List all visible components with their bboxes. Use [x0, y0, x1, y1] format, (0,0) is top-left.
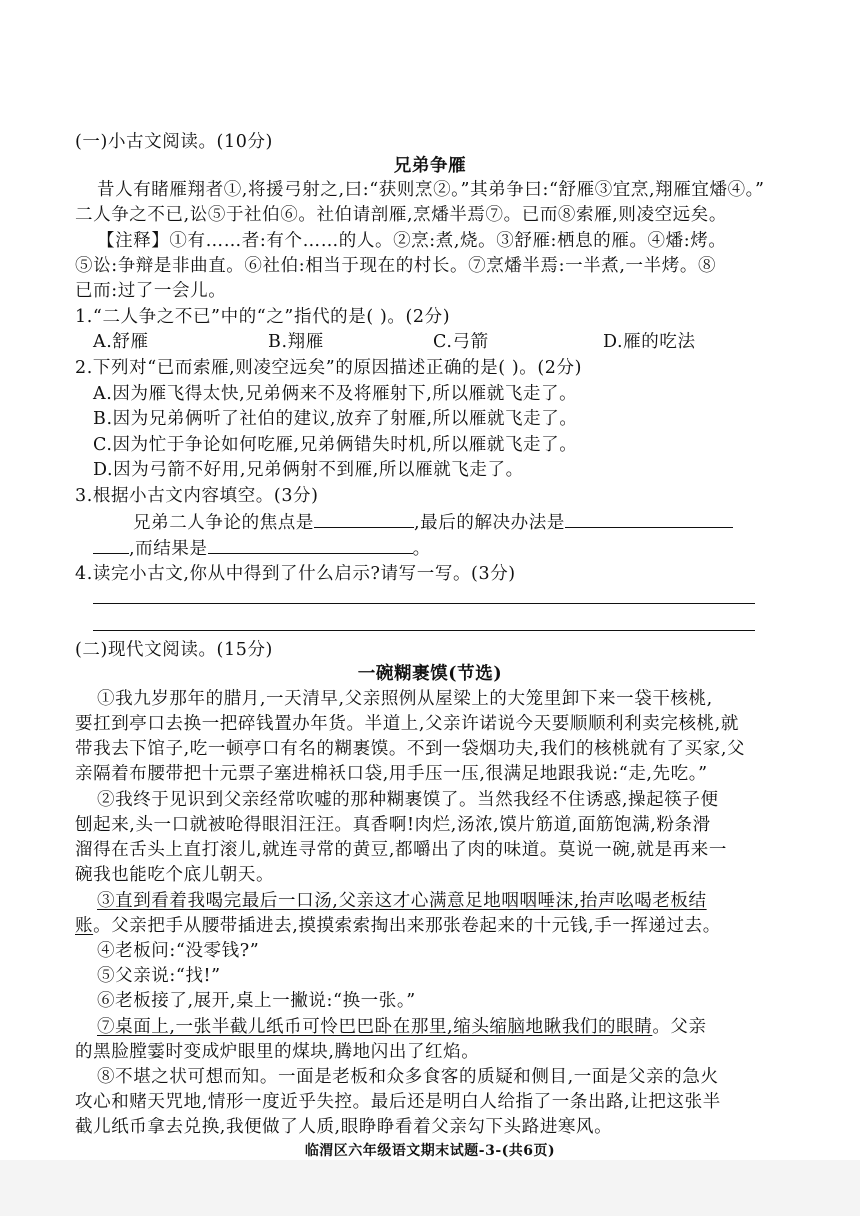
p5: ⑤父亲说:“找!” — [97, 966, 221, 986]
q3-part4: 。 — [412, 539, 431, 559]
q2-option-d: D.因为弓箭不好用,兄弟俩射不到雁,所以雁就飞走了。 — [93, 460, 524, 480]
q4-stem: 4.读完小古文,你从中得到了什么启示?请写一写。(3分) — [75, 564, 516, 584]
p3-line-1-underlined: ③直到看着我喝完最后一口汤,父亲这才心满意足地咽咽唾沫,抬声吆喝老板结 — [97, 891, 707, 911]
p1-line-3: 带我去下馆子,吃一顿亭口有名的糊裹馍。不到一袋烟功夫,我们的核桃就有了买家,父 — [75, 739, 746, 759]
p7-line-1 — [97, 1014, 707, 1040]
q2-stem: 2.下列对“已而索雁,则凌空远矣”的原因描述正确的是( )。(2分) — [75, 358, 583, 378]
p8-line-3: 截儿纸币拿去兑换,我便做了人质,眼睁睁看着父亲勾下头路进寒风。 — [75, 1117, 613, 1137]
p1-line-2: 要扛到亭口去换一把碎钱置办年货。半道上,父亲许诺说今天要顺顺利利卖完核桃,就 — [75, 714, 739, 734]
p2-line-4: 碗我也能吃个底儿朝天。 — [75, 865, 275, 885]
p2-line-3: 溜得在舌头上直打滚儿,就连寻常的黄豆,都嚼出了肉的味道。莫说一碗,就是再来一 — [75, 840, 727, 860]
p2-line-1: ②我终于见识到父亲经常吹嘘的那种糊裹馍了。当然我经不住诱惑,操起筷子便 — [97, 790, 719, 810]
p7-line-2: 的黑脸膛霎时变成炉眼里的煤块,腾地闪出了红焰。 — [75, 1042, 480, 1062]
q3-line-1 — [133, 509, 733, 536]
q2-option-a: A.因为雁飞得太快,兄弟俩来不及将雁射下,所以雁就飞走了。 — [93, 384, 578, 404]
p7-rest: 。父亲 — [652, 1017, 707, 1037]
q3-part2: ,最后的解决办法是 — [414, 513, 565, 533]
q3-blank-2-cont[interactable] — [93, 535, 129, 554]
q3-blank-2[interactable] — [565, 509, 733, 528]
p1-line-4: 亲隔着布腰带把十元票子塞进棉袄口袋,用手压一压,很满足地跟我说:“走,先吃。” — [75, 764, 708, 784]
p8-line-2: 攻心和赌天咒地,情形一度近乎失控。最后还是明白人给指了一条出路,让把这张半 — [75, 1092, 721, 1112]
p2-line-2: 刨起来,头一口就被呛得眼泪汪汪。真香啊!肉烂,汤浓,馍片筋道,面筋饱满,粉条滑 — [75, 815, 711, 835]
section1-title: 兄弟争雁 — [393, 156, 467, 176]
p8-line-1: ⑧不堪之状可想而知。一面是老板和众多食客的质疑和侧目,一面是父亲的急火 — [97, 1067, 719, 1087]
q1-option-d: D.雁的吃法 — [603, 332, 696, 352]
q2-option-c: C.因为忙于争论如何吃雁,兄弟俩错失时机,所以雁就飞走了。 — [93, 435, 578, 455]
q3-blank-3[interactable] — [208, 535, 413, 554]
p3-rest: 。父亲把手从腰带插进去,摸摸索索掏出来那张卷起来的十元钱,手一挥递过去。 — [93, 916, 721, 936]
page-footer: 临渭区六年级语文期末试题-3-(共6页) — [304, 1143, 556, 1159]
q4-answer-line-2[interactable] — [93, 630, 755, 631]
p1-line-1: ①我九岁那年的腊月,一天清早,父亲照例从屋梁上的大笼里卸下来一袋干核桃, — [97, 689, 713, 709]
section2-heading: (二)现代文阅读。(15分) — [75, 640, 273, 660]
bottom-margin — [0, 1160, 860, 1216]
notes-line-2: ⑤讼:争辩是非曲直。⑥社伯:相当于现在的村长。⑦烹燔半焉:一半煮,一半烤。⑧ — [75, 256, 717, 276]
p6: ⑥老板接了,展开,桌上一撇说:“换一张。” — [97, 991, 416, 1011]
p7-underlined: ⑦桌面上,一张半截儿纸币可怜巴巴卧在那里,缩头缩脑地瞅我们的眼睛 — [97, 1017, 653, 1037]
notes-line-3: 已而:过了一会儿。 — [75, 281, 227, 301]
section2-title: 一碗糊裹馍(节选) — [357, 664, 503, 684]
passage-line-2: 二人争之不已,讼⑤于社伯⑥。社伯请剖雁,烹燔半焉⑦。已而⑧索雁,则凌空远矣。 — [75, 205, 727, 225]
q3-blank-1[interactable] — [314, 509, 414, 528]
q3-part1: 兄弟二人争论的焦点是 — [133, 513, 314, 533]
p3-underlined-tail: 账 — [75, 916, 94, 936]
p4: ④老板问:“没零钱?” — [97, 941, 260, 961]
p3-line-2 — [75, 913, 721, 939]
section1-heading: (一)小古文阅读。(10分) — [75, 132, 273, 152]
q1-option-c: C.弓箭 — [433, 332, 489, 352]
q4-answer-line-1[interactable] — [93, 603, 755, 604]
q1-stem: 1.“二人争之不已”中的“之”指代的是( )。(2分) — [75, 307, 451, 327]
q1-option-b: B.翔雁 — [268, 332, 324, 352]
q3-part3: ,而结果是 — [129, 539, 208, 559]
q3-stem: 3.根据小古文内容填空。(3分) — [75, 486, 319, 506]
q2-option-b: B.因为兄弟俩听了社伯的建议,放弃了射雁,所以雁就飞走了。 — [93, 409, 578, 429]
q3-line-2 — [93, 535, 431, 562]
notes-line-1: 【注释】①有……者:有个……的人。②烹:煮,烧。③舒雁:栖息的雁。④燔:烤。 — [97, 231, 727, 251]
q1-option-a: A.舒雁 — [93, 332, 149, 352]
passage-line-1: 昔人有睹雁翔者①,将援弓射之,曰:“获则烹②。”其弟争曰:“舒雁③宜烹,翔雁宜燔④。” — [97, 180, 765, 200]
